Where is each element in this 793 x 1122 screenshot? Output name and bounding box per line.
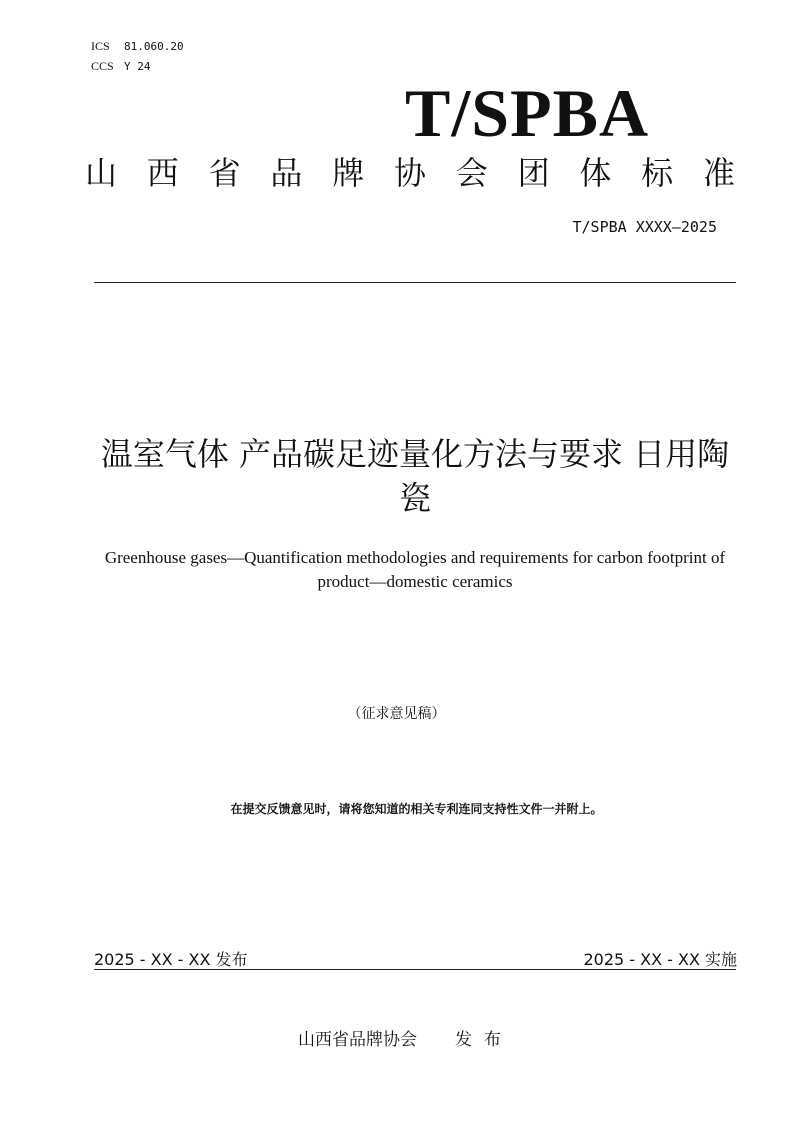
standard-logo: T/SPBA [405,75,650,151]
org-char: 牌 [332,154,365,192]
ccs-label: CCS [91,59,114,73]
classification-codes [91,39,184,74]
issuer-name: 山西省品牌协会 [298,1030,417,1050]
issuer-action: 发布 [455,1030,513,1050]
org-char: 体 [579,154,612,192]
top-divider [94,282,736,283]
title-chinese: 温室气体 产品碳足迹量化方法与要求 日用陶瓷 [100,435,730,517]
ics-label: ICS [91,39,110,53]
bottom-divider [94,969,736,970]
publish-date: 2025 - XX - XX 发布 [94,950,248,969]
org-char: 协 [393,154,426,192]
draft-status: （征求意见稿） [347,706,446,722]
ccs-value: Y 24 [124,60,151,73]
org-char: 准 [702,154,735,192]
org-char: 品 [270,154,303,192]
org-char: 省 [208,154,241,192]
organization-title [85,154,735,192]
org-char: 标 [641,154,674,192]
ccs-line [91,59,184,74]
ics-line [91,39,184,54]
org-char: 会 [455,154,488,192]
title-english: Greenhouse gases—Quantification methodologies and requirements for carbon footprint of product—domestic ceramics [104,548,726,591]
org-char: 山 [85,154,118,192]
standard-number: T/SPBA XXXX—2025 [572,218,717,236]
org-char: 团 [517,154,550,192]
issuer-line [298,1025,513,1050]
implement-date: 2025 - XX - XX 实施 [583,950,737,969]
org-char: 西 [146,154,179,192]
ics-value: 81.060.20 [124,40,184,53]
patent-notice: 在提交反馈意见时，请将您知道的相关专利连同支持性文件一并附上。 [230,802,603,816]
